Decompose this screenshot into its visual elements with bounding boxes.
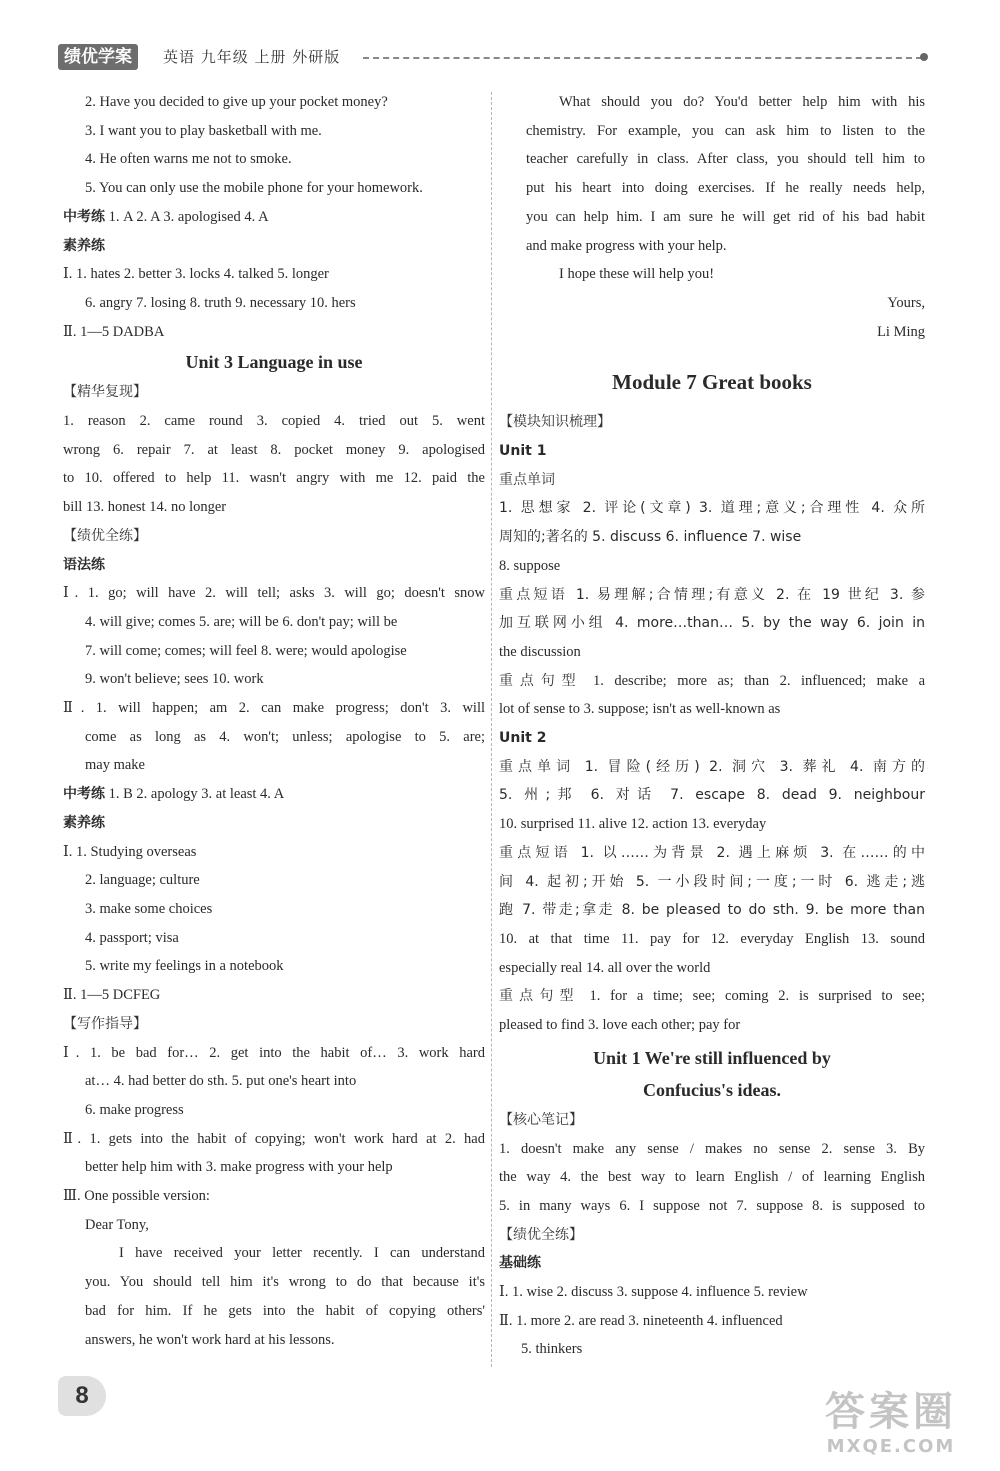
section-label: 素养练 [63,237,105,254]
letter-line: I have received your letter recently. I can understand [119,1245,485,1262]
answer-text: 1. 冒险(经历) 2. 洞穴 3. 葬礼 4. 南方的 [584,758,925,775]
watermark-text: 答案圈 [825,1389,957,1435]
section-label: 【模块知识梳理】 [499,414,611,431]
section-label: 重点单词 [499,758,576,775]
answer-line: 1. reason 2. came round 3. copied 4. tried out 5. went [63,413,485,430]
letter-line: bad for him. If he gets into the habit of copying others' [85,1302,485,1319]
answer-line: 4. He often warns me not to smoke. [85,151,292,168]
letter-line: What should you do? You'd better help him with his [559,94,925,110]
answer-line [499,839,925,868]
unit-label: Unit 1 [499,443,547,460]
answer-line: pleased to find 3. love each other; pay for [499,1017,741,1034]
answer-line: 3. make some choices [85,900,213,917]
answer-line: 1. doesn't make any sense / makes no sense 2. sense 3. By [499,1140,925,1157]
answer-line: Ⅰ. 1. wise 2. discuss 3. suppose 4. influence 5. review [499,1284,808,1301]
right-column [499,88,925,1364]
answer-line [499,753,925,782]
answer-line: 6. angry 7. losing 8. truth 9. necessary 10. hers [85,294,356,311]
section-label: 基础练 [499,1255,541,1272]
module-heading: Module 7 Great books [612,370,812,395]
answer-line: 10. surprised 11. alive 12. action 13. everyday [499,816,767,833]
answer-line: the way 4. the best way to learn English / of learning English [499,1169,925,1186]
answer-line: wrong 6. repair 7. at least 8. pocket money 9. apologised [63,441,485,458]
answer-line: 5. You can only use the mobile phone for your homework. [85,180,423,197]
letter-line: teacher carefully in class. After class, you should tell him to [526,151,925,168]
section-label: 【绩优全练】 [499,1226,583,1243]
answer-line: 4. passport; visa [85,929,179,946]
letter-line: and make progress with your help. [526,237,727,254]
book-badge: 绩优学案 [58,44,138,70]
answer-line: 8. suppose [499,557,561,574]
answer-line: 4. will give; comes 5. are; will be 6. don't pay; will be [85,613,398,630]
watermark-url: MXQE.COM [826,1436,956,1457]
section-label: 素养练 [63,814,105,831]
answer-line: Ⅱ. 1—5 DCFEG [63,987,161,1004]
column-divider [491,92,492,1367]
answer-line: come as long as 4. won't; unless; apologise to 5. are; [85,728,485,745]
answer-line: 6. make progress [85,1101,184,1118]
answer-line: 5. 州;邦 6. 对话 7. escape 8. dead 9. neighbour [499,787,925,804]
answer-line [499,667,925,696]
page-header [58,44,928,72]
answer-line: 1. 思想家 2. 评论(文章) 3. 道理;意义;合理性 4. 众所 [499,500,925,517]
answer-line: to 10. offered to help 11. wasn't angry with me 12. paid the [63,470,485,487]
answer-line [499,581,925,610]
answer-text: 1. A 2. A 3. apologised 4. A [108,208,269,225]
answer-line: 2. Have you decided to give up your pocket money? [85,94,388,110]
section-label: 语法练 [63,556,105,573]
answer-line: 间 4. 起初;开始 5. 一小段时间;一度;一时 6. 逃走;逃 [499,873,925,890]
section-label: 中考练 [63,786,105,803]
watermark-logo [796,1388,986,1466]
answer-line: Ⅰ. 1. be bad for… 2. get into the habit of… 3. work hard [63,1044,485,1061]
answer-line: especially real 14. all over the world [499,959,711,976]
section-label: 【核心笔记】 [499,1111,583,1128]
section-label: 【精华复现】 [63,384,147,401]
letter-signature: Li Ming [877,323,925,340]
answer-line: 5. thinkers [521,1341,583,1358]
section-label: 重点单词 [499,471,555,488]
answer-line: 7. will come; comes; will feel 8. were; would apologise [85,642,407,659]
unit-label: Unit 2 [499,730,547,747]
unit-heading: Confucius's ideas. [642,1079,782,1100]
answer-line: may make [85,757,145,774]
header-dot-icon [920,53,928,61]
left-column [63,88,485,1354]
answer-text: 1. 以……为背景 2. 遇上麻烦 3. 在……的中 [580,844,925,861]
answer-line: better help him with 3. make progress with your help [85,1159,393,1176]
zhongkao-line [63,203,485,232]
page-number: 8 [58,1376,106,1416]
section-label: 重点短语 [499,586,569,603]
unit-heading: Unit 1 We're still influenced by [593,1047,831,1068]
letter-closing: Yours, [887,294,925,311]
answer-line: 5. in many ways 6. I suppose not 7. suppose 8. is supposed to [499,1197,925,1214]
letter-line: I hope these will help you! [559,266,715,283]
answer-line: 2. language; culture [85,872,200,889]
letter-line: chemistry. For example, you can ask him to listen to the [526,122,925,139]
section-label: 重点句型 [499,672,583,689]
section-label: 【写作指导】 [63,1015,147,1032]
answer-line: 5. write my feelings in a notebook [85,958,284,975]
answer-line: Ⅲ. One possible version: [63,1188,210,1205]
section-label: 重点句型 [499,988,580,1005]
section-label: 重点短语 [499,844,572,861]
answer-text: 1. 易理解;合情理;有意义 2. 在 19 世纪 3. 参 [575,586,926,603]
answer-line: 跑 7. 带走;拿走 8. be pleased to do sth. 9. be more than [499,902,925,919]
letter-line: you can help him. I am sure he will get rid of his bad habit [526,208,925,225]
answer-line: Ⅱ. 1—5 DADBA [63,323,165,340]
answer-line: Ⅱ. 1. more 2. are read 3. nineteenth 4. influenced [499,1312,783,1329]
answer-text: 1. B 2. apology 3. at least 4. A [108,786,285,803]
letter-greeting: Dear Tony, [85,1216,149,1233]
answer-line: at… 4. had better do sth. 5. put one's heart into [85,1073,357,1090]
answer-line: Ⅱ. 1. gets into the habit of copying; won't work hard at 2. had [63,1130,485,1147]
answer-line [499,982,925,1011]
answer-text: 1. for a time; see; coming 2. is surprised to see; [589,988,926,1005]
answer-text: 1. describe; more as; than 2. influenced; make a [593,672,925,689]
answer-line: Ⅱ. 1. will happen; am 2. can make progress; don't 3. will [63,700,485,717]
answer-line: 3. I want you to play basketball with me. [85,122,322,139]
answer-line: Ⅰ. 1. Studying overseas [63,843,197,860]
section-label: 中考练 [63,208,105,225]
answer-line: Ⅰ. 1. hates 2. better 3. locks 4. talked 5. longer [63,266,329,283]
answer-line: lot of sense to 3. suppose; isn't as well-known as [499,701,781,718]
letter-line: put his heart into doing exercises. If he really needs help, [526,180,925,197]
book-subtitle: 英语 九年级 上册 外研版 [163,48,341,66]
answer-line: 9. won't believe; sees 10. work [85,671,264,688]
zhongkao-line [63,780,485,809]
answer-line: 周知的;著名的 5. discuss 6. influence 7. wise [499,529,802,546]
answer-line: 加互联网小组 4. more…than… 5. by the way 6. join in [499,615,925,632]
answer-line: bill 13. honest 14. no longer [63,499,227,516]
answer-line: the discussion [499,643,581,660]
section-label: 【绩优全练】 [63,527,147,544]
answer-line: Ⅰ. 1. go; will have 2. will tell; asks 3. will go; doesn't snow [63,585,485,602]
letter-line: you. You should tell him it's wrong to do that because it's [85,1274,485,1291]
answer-line: 10. at that time 11. pay for 12. everyday English 13. sound [499,930,925,947]
letter-line: answers, he won't work hard at his lessons. [85,1331,335,1348]
header-divider [363,57,922,59]
unit-heading: Unit 3 Language in use [185,352,363,373]
